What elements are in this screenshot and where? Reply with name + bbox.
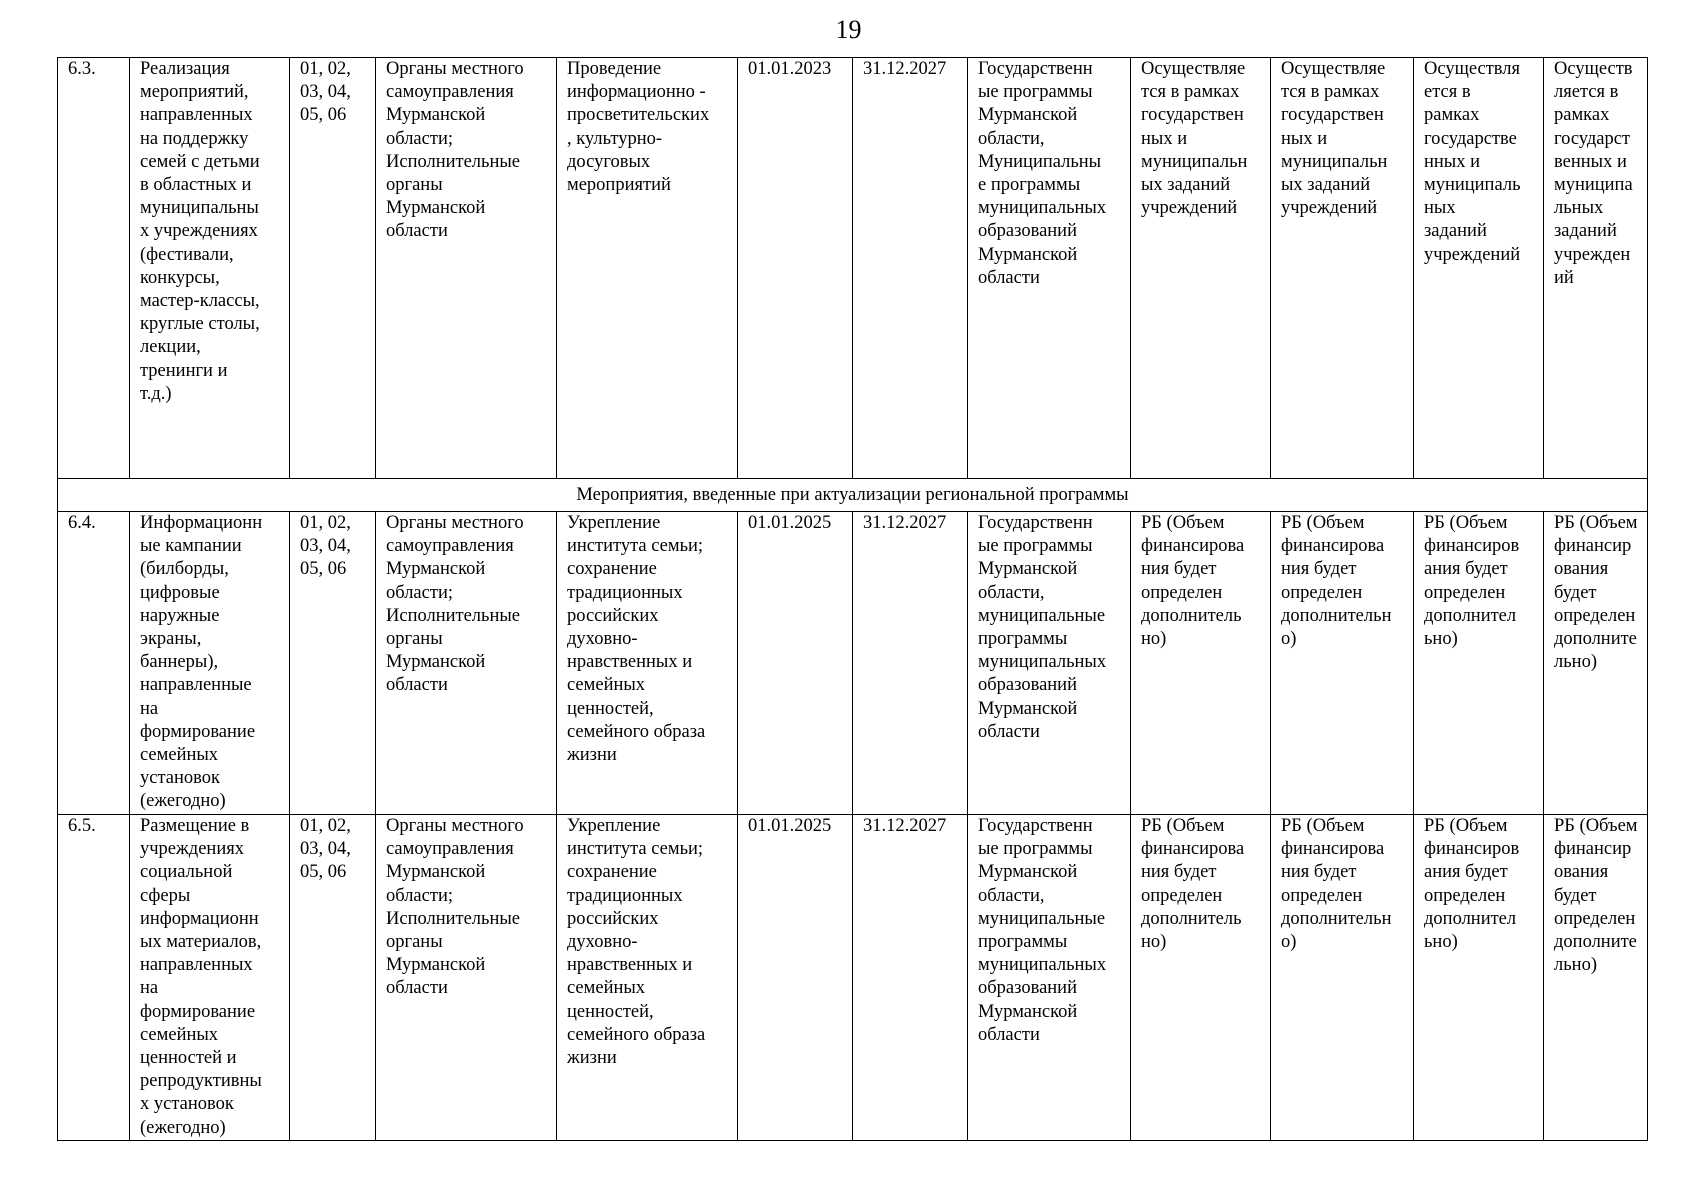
direction-codes: 01, 02, 03, 04, 05, 06 [290,58,376,479]
financing-year-4: РБ (Объем финансир ования будет определен дополните льно) [1544,512,1648,815]
page-number: 19 [835,15,862,44]
measure-name: Информационн ые кампании (билборды, цифровые наружные экраны, баннеры), направленные на формирование семейных установок (ежегодно) [130,512,290,815]
row-number: 6.5. [58,815,130,1141]
start-date: 01.01.2025 [738,512,853,815]
financing-year-4: Осуществ ляется в рамках государст венных и муниципа льных заданий учрежден ий [1544,58,1648,479]
financing-year-1: РБ (Объем финансирова ния будет определен дополнитель но) [1131,815,1271,1141]
financing-year-3: РБ (Объем финансиров ания будет определен дополнител ьно) [1414,815,1544,1141]
start-date: 01.01.2025 [738,815,853,1141]
financing-year-2: Осуществляе тся в рамках государствен ных и муниципальн ых заданий учреждений [1271,58,1414,479]
financing-year-1: РБ (Объем финансирова ния будет определен дополнитель но) [1131,512,1271,815]
related-programs: Государственн ые программы Мурманской области, муниципальные программы муниципальных образований Мурманской области [968,512,1131,815]
expected-result: Укрепление института семьи; сохранение традиционных российских духовно- нравственных и семейных ценностей, семейного образа жизни [557,815,738,1141]
row-number: 6.3. [58,58,130,479]
financing-year-4: РБ (Объем финансир ования будет определен дополните льно) [1544,815,1648,1141]
executors: Органы местного самоуправления Мурманской области; Исполнительные органы Мурманской области [376,815,557,1141]
financing-year-3: Осуществля ется в рамках государстве нных и муниципаль ных заданий учреждений [1414,58,1544,479]
direction-codes: 01, 02, 03, 04, 05, 06 [290,512,376,815]
measure-name: Размещение в учреждениях социальной сферы информационн ых материалов, направленных на формирование семейных ценностей и репродуктивны х установок (ежегодно) [130,815,290,1141]
table-row-6-3 [58,58,1648,479]
end-date: 31.12.2027 [853,815,968,1141]
table-row-6-4 [58,512,1648,815]
related-programs: Государственн ые программы Мурманской области, муниципальные программы муниципальных образований Мурманской области [968,815,1131,1141]
section-header-row [58,479,1648,512]
expected-result: Укрепление института семьи; сохранение традиционных российских духовно- нравственных и семейных ценностей, семейного образа жизни [557,512,738,815]
financing-year-1: Осуществляе тся в рамках государствен ных и муниципальн ых заданий учреждений [1131,58,1271,479]
financing-year-2: РБ (Объем финансирова ния будет определен дополнительн о) [1271,815,1414,1141]
end-date: 31.12.2027 [853,58,968,479]
direction-codes: 01, 02, 03, 04, 05, 06 [290,815,376,1141]
section-header: Мероприятия, введенные при актуализации региональной программы [58,479,1648,512]
related-programs: Государственн ые программы Мурманской области, Муниципальны е программы муниципальных образований Мурманской области [968,58,1131,479]
measures-table [57,57,1648,1141]
expected-result: Проведение информационно - просветительских , культурно- досуговых мероприятий [557,58,738,479]
measure-name: Реализация мероприятий, направленных на поддержку семей с детьми в областных и муниципальны х учреждениях (фестивали, конкурсы, мастер-классы, круглые столы, лекции, тренинги и т.д.) [130,58,290,479]
table-row-6-5 [58,815,1648,1141]
executors: Органы местного самоуправления Мурманской области; Исполнительные органы Мурманской области [376,512,557,815]
row-number: 6.4. [58,512,130,815]
executors: Органы местного самоуправления Мурманской области; Исполнительные органы Мурманской области [376,58,557,479]
financing-year-3: РБ (Объем финансиров ания будет определен дополнител ьно) [1414,512,1544,815]
financing-year-2: РБ (Объем финансирова ния будет определен дополнительн о) [1271,512,1414,815]
start-date: 01.01.2023 [738,58,853,479]
end-date: 31.12.2027 [853,512,968,815]
